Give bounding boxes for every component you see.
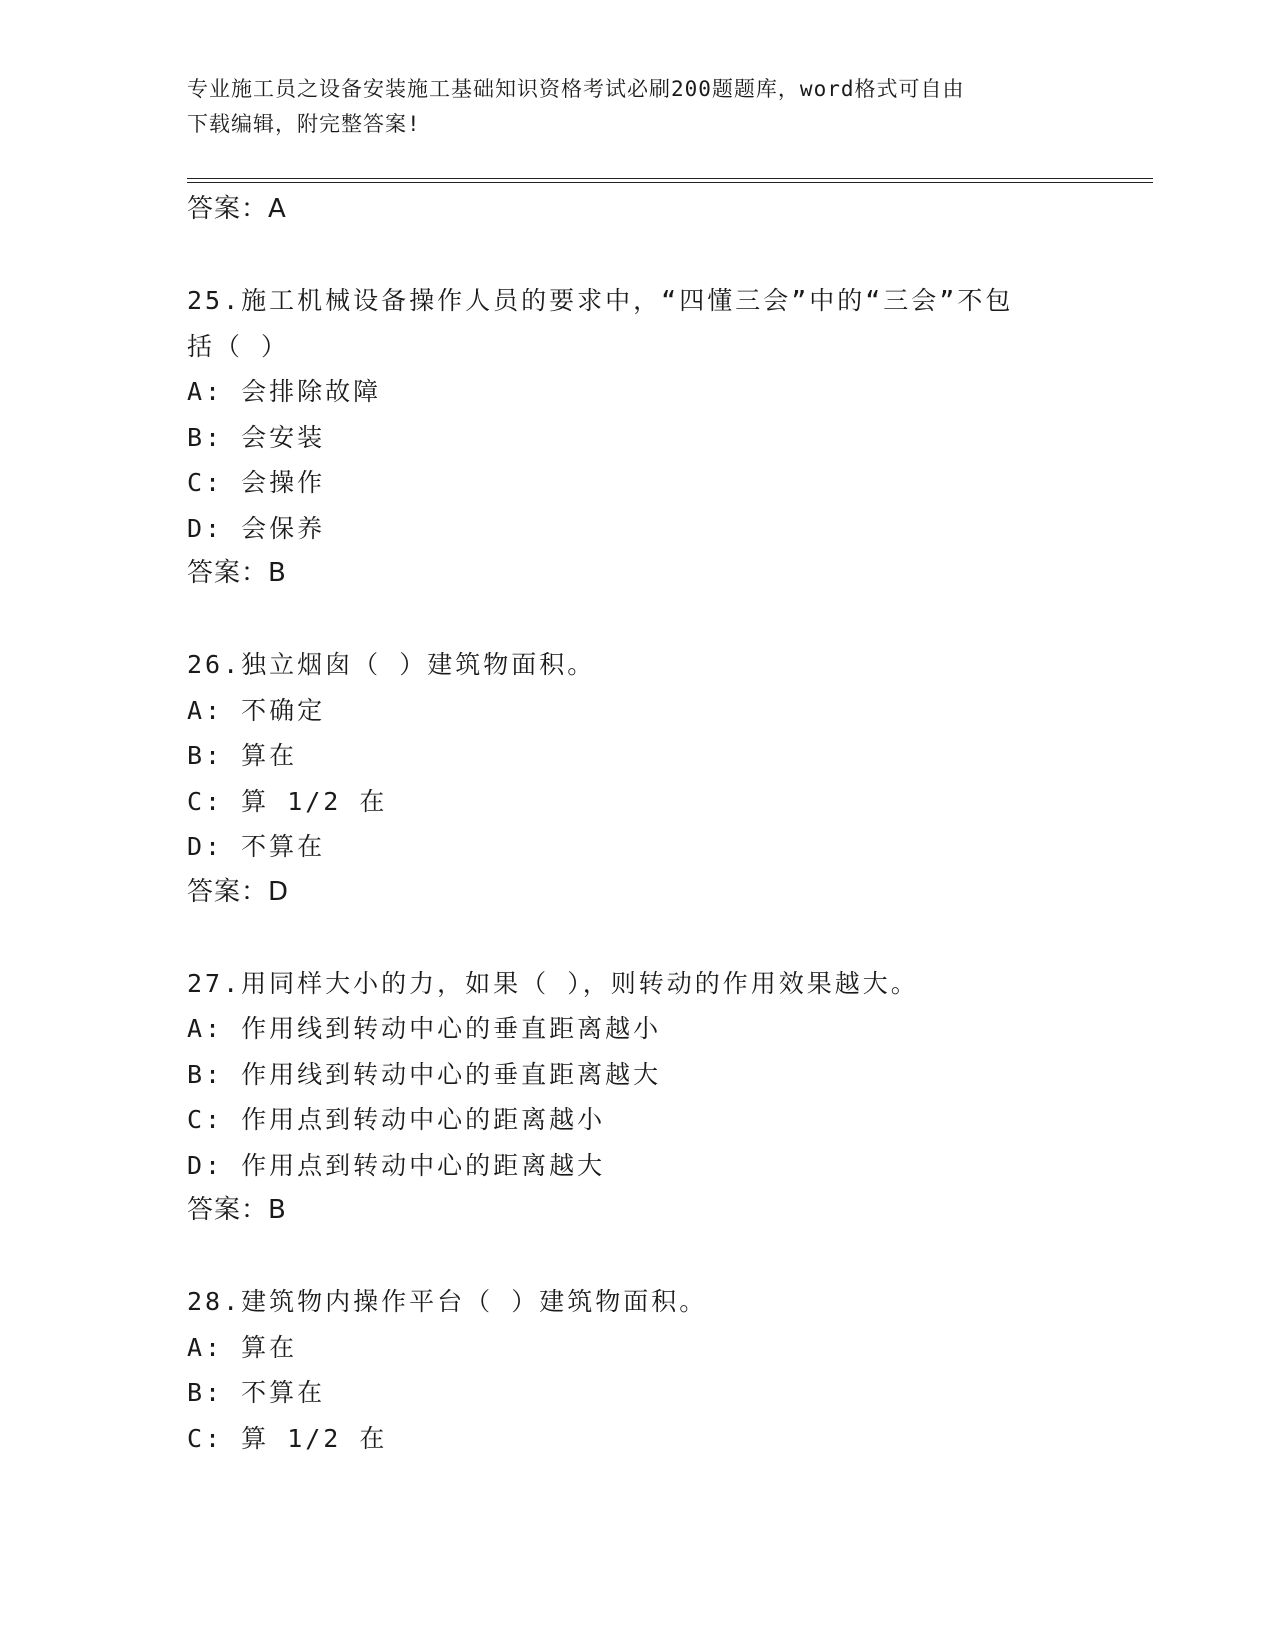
question-26-stem: [187, 642, 1087, 688]
option-b: B: 不算在: [187, 1378, 326, 1407]
question-list: [187, 187, 1087, 1461]
spacer: [187, 1234, 1087, 1280]
document-header: [187, 72, 1067, 142]
header-divider: [187, 178, 1153, 183]
question-26-answer: 答案：D: [187, 876, 290, 907]
question-stem-line: 25.施工机械设备操作人员的要求中，“四懂三会”中的“三会”不包: [187, 286, 1014, 315]
header-line-2: 下载编辑，附完整答案!: [187, 112, 421, 136]
question-27-stem: [187, 961, 1087, 1007]
option-c: C: 会操作: [187, 468, 326, 497]
option-a: A: 不确定: [187, 695, 326, 725]
question-stem-line: 28.建筑物内操作平台（ ）建筑物面积。: [187, 1287, 708, 1316]
question-stem-line: 26.独立烟囱（ ）建筑物面积。: [187, 650, 596, 679]
option-b: B: 作用线到转动中心的垂直距离越大: [187, 1059, 662, 1089]
option-a: A: 会排除故障: [187, 377, 382, 406]
question-stem-line: 括（ ）: [187, 331, 290, 361]
previous-answer: 答案：A: [187, 194, 287, 224]
question-27-answer: 答案：B: [187, 1195, 287, 1225]
question-stem-line: 27.用同样大小的力，如果（ ），则转动的作用效果越大。: [187, 968, 919, 998]
option-c: C: 算 1/2 在: [187, 786, 388, 816]
spacer: [187, 915, 1087, 961]
option-c: C: 算 1/2 在: [187, 1423, 388, 1453]
question-25-stem: [187, 278, 1087, 369]
spacer: [187, 597, 1087, 643]
option-b: B: 会安装: [187, 422, 326, 452]
option-d: D: 作用点到转动中心的距离越大: [187, 1150, 606, 1180]
option-a: A: 作用线到转动中心的垂直距离越小: [187, 1014, 662, 1043]
option-d: D: 不算在: [187, 832, 326, 861]
header-line-1: 专业施工员之设备安装施工基础知识资格考试必刷200题题库，word格式可自由: [187, 77, 965, 101]
option-d: D: 会保养: [187, 513, 326, 543]
question-28-stem: [187, 1279, 1087, 1325]
option-a: A: 算在: [187, 1332, 298, 1362]
spacer: [187, 233, 1087, 279]
option-b: B: 算在: [187, 741, 298, 770]
question-25-answer: 答案：B: [187, 558, 287, 588]
option-c: C: 作用点到转动中心的距离越小: [187, 1105, 606, 1134]
